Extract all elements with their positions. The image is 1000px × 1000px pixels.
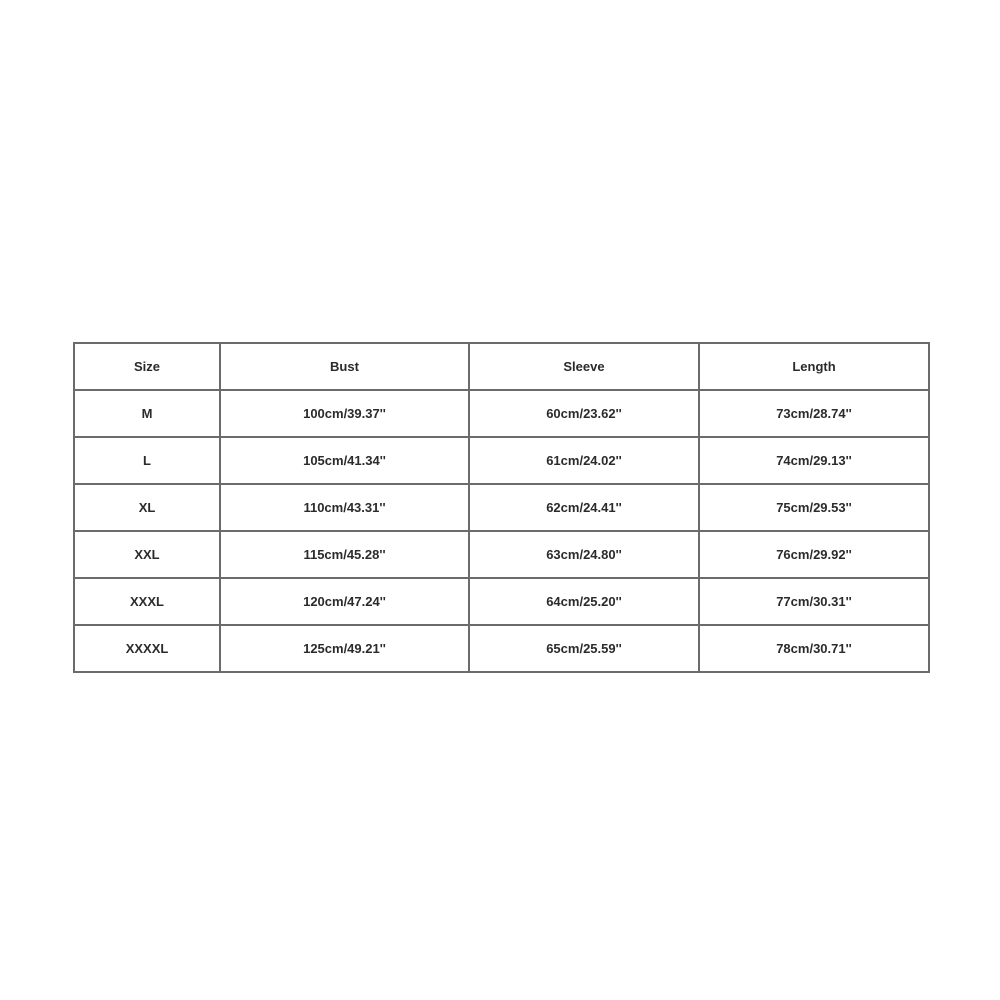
cell-sleeve: 62cm/24.41'' [469,484,699,531]
cell-sleeve: 65cm/25.59'' [469,625,699,672]
cell-bust: 100cm/39.37'' [220,390,469,437]
cell-size: M [74,390,220,437]
table-header-row [74,343,929,390]
table-row [74,578,929,625]
cell-size: XL [74,484,220,531]
cell-sleeve: 63cm/24.80'' [469,531,699,578]
table-row [74,484,929,531]
size-chart-table [73,342,930,673]
cell-length: 74cm/29.13'' [699,437,929,484]
cell-size: XXL [74,531,220,578]
header-sleeve: Sleeve [469,343,699,390]
header-length: Length [699,343,929,390]
table-row [74,531,929,578]
cell-sleeve: 60cm/23.62'' [469,390,699,437]
cell-size: L [74,437,220,484]
table-row [74,625,929,672]
cell-sleeve: 64cm/25.20'' [469,578,699,625]
cell-length: 77cm/30.31'' [699,578,929,625]
header-size: Size [74,343,220,390]
cell-bust: 115cm/45.28'' [220,531,469,578]
cell-size: XXXXL [74,625,220,672]
cell-bust: 110cm/43.31'' [220,484,469,531]
cell-length: 76cm/29.92'' [699,531,929,578]
header-bust: Bust [220,343,469,390]
cell-bust: 125cm/49.21'' [220,625,469,672]
cell-length: 73cm/28.74'' [699,390,929,437]
table-row [74,437,929,484]
table-row [74,390,929,437]
cell-sleeve: 61cm/24.02'' [469,437,699,484]
cell-bust: 105cm/41.34'' [220,437,469,484]
cell-length: 78cm/30.71'' [699,625,929,672]
cell-length: 75cm/29.53'' [699,484,929,531]
cell-size: XXXL [74,578,220,625]
cell-bust: 120cm/47.24'' [220,578,469,625]
